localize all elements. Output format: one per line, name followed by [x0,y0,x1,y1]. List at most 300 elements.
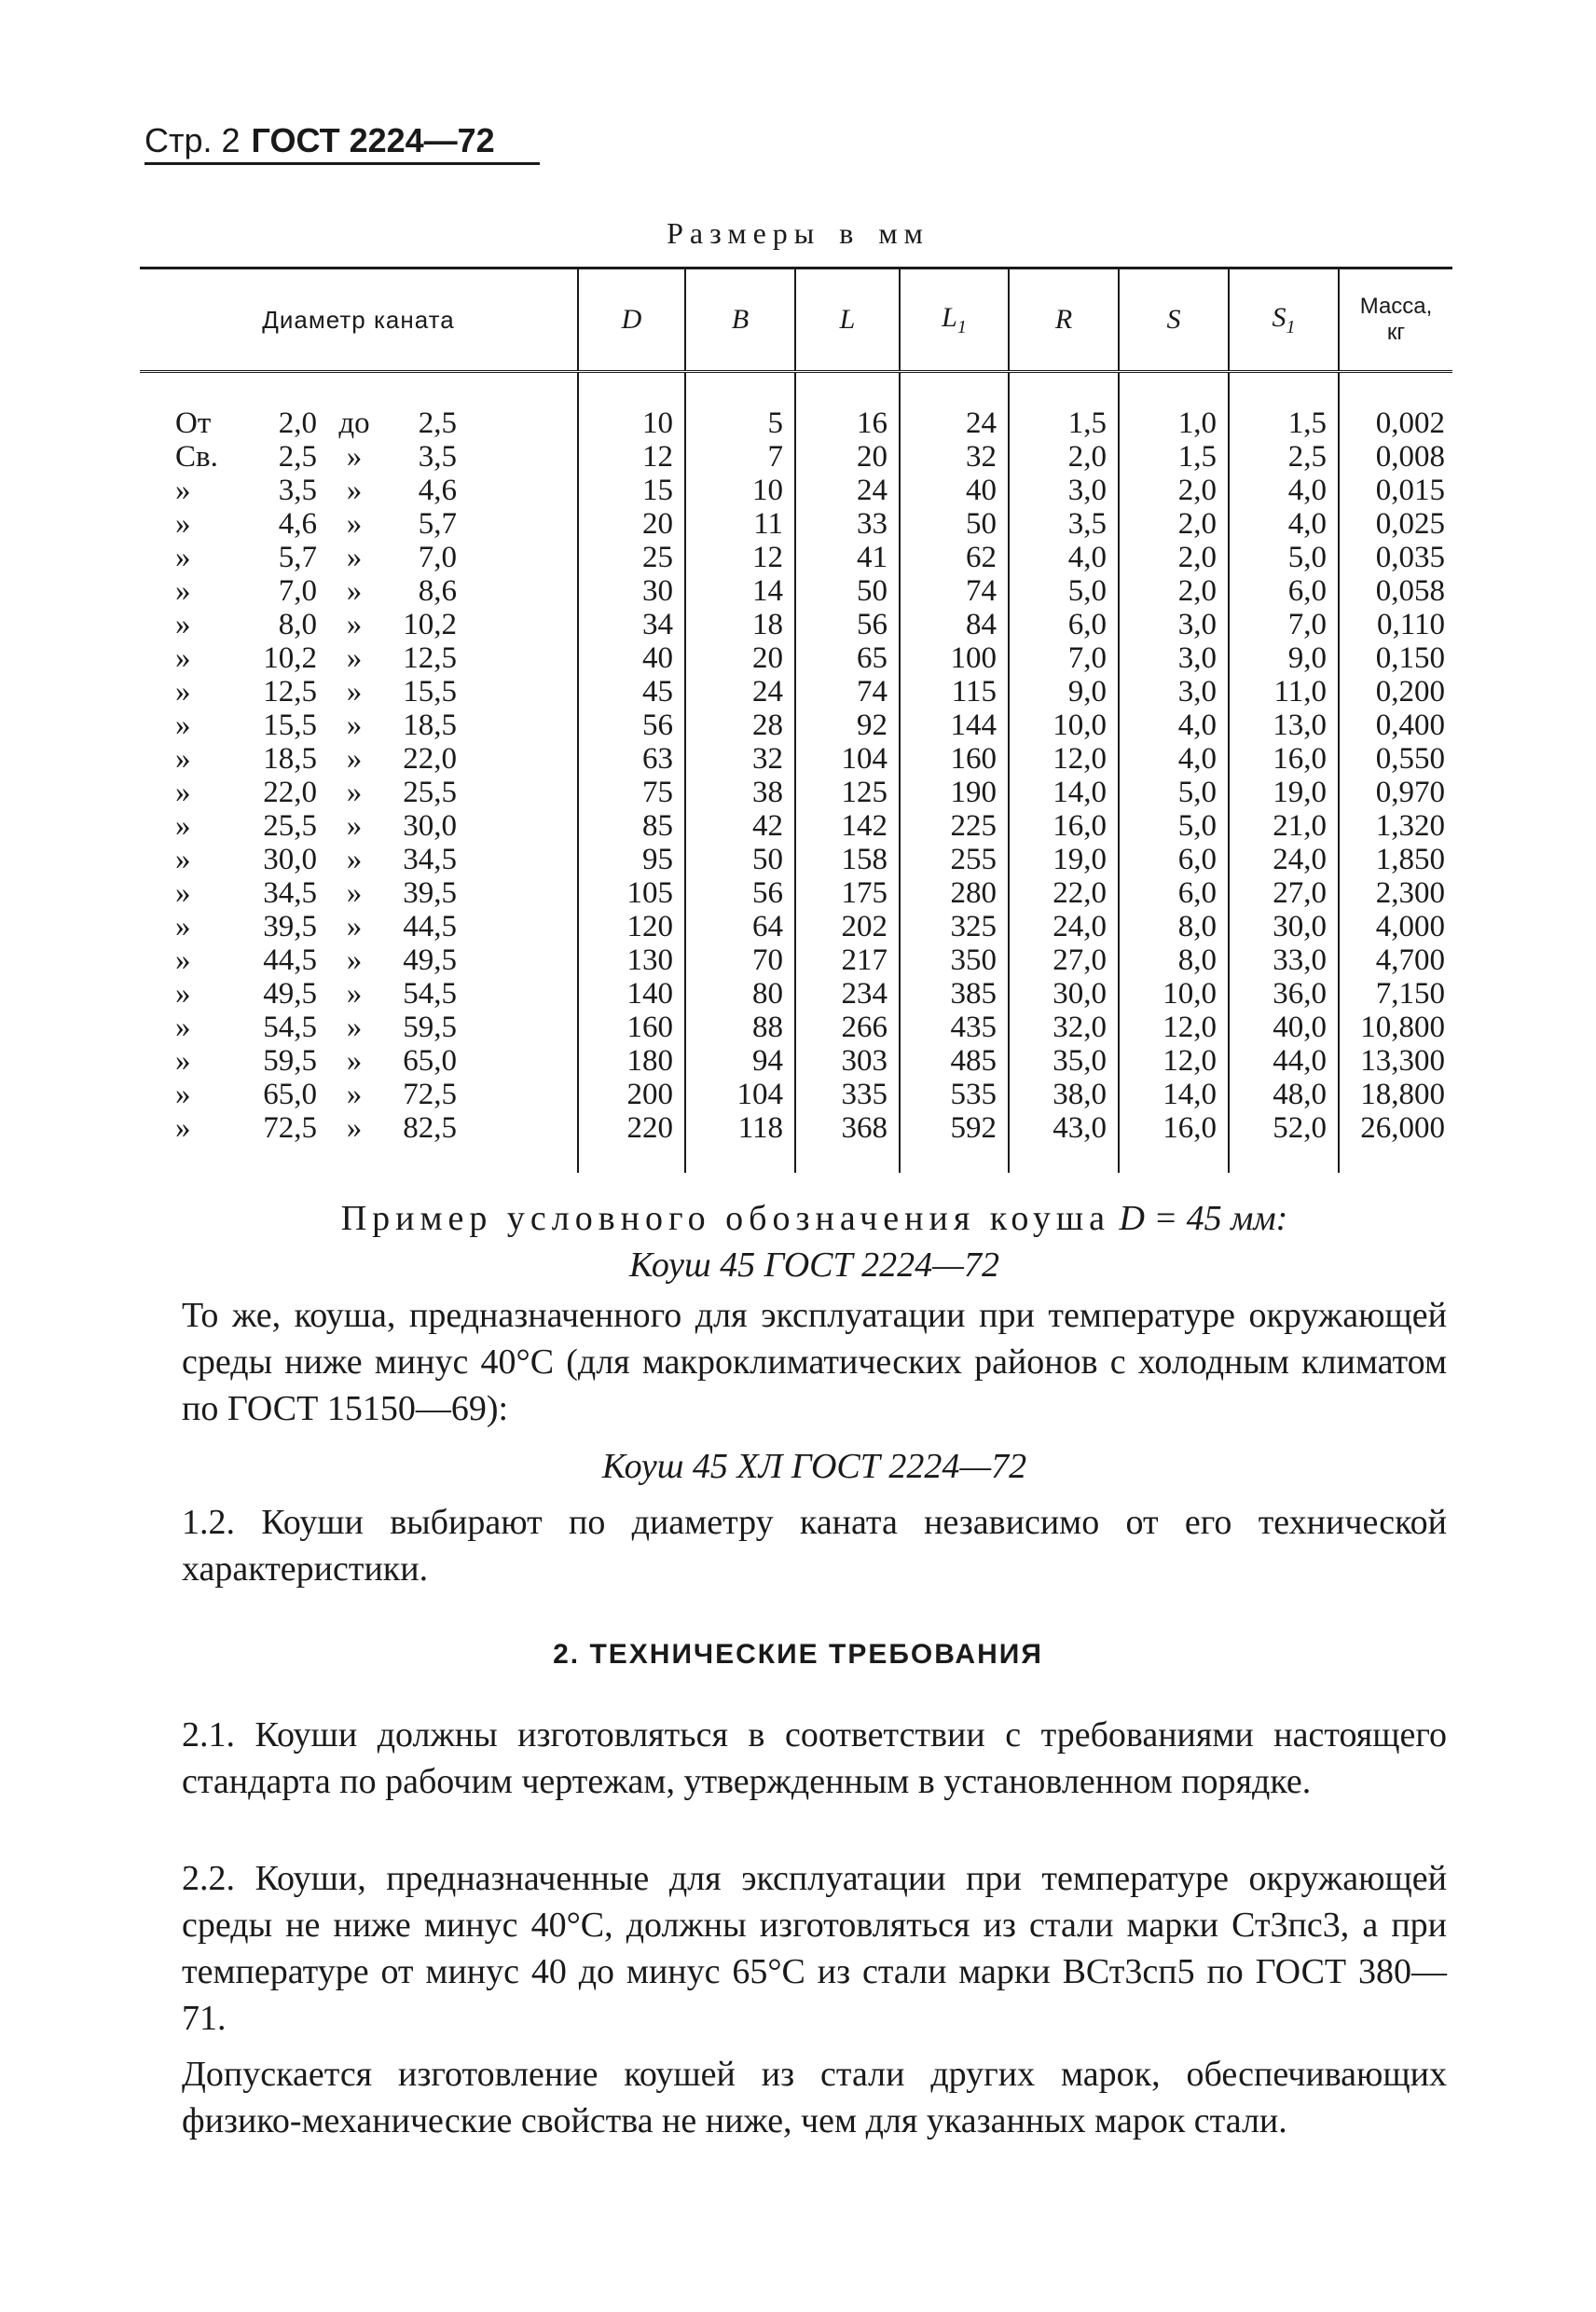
clause-2-1 [182,1712,1447,1805]
diameter-to: 22,0 [403,742,457,776]
cell-diameter-range [140,910,578,943]
cell-b: 10 [685,474,795,507]
cell-l: 217 [795,943,900,977]
col-header-L: L [795,268,900,372]
cell-d: 45 [578,675,685,709]
cell-b: 42 [685,809,795,843]
col-header-S: S [1119,268,1229,372]
diameter-mid: » [346,675,363,709]
cell-l1: 325 [900,910,1009,943]
table-row [140,474,1452,507]
cell-s: 16,0 [1119,1111,1229,1173]
cell-b: 80 [685,977,795,1011]
cell-diameter-range [140,1044,578,1078]
cell-d: 105 [578,876,685,910]
cold-climate-text: То же, коуша, предназначенного для эксплуатации при температуре окружающей среды ниже минус 40°С (для макроклиматических районов с холодным климатом по ГОСТ 15150—69): [182,1296,1447,1428]
cell-r: 3,5 [1009,507,1119,541]
cell-l: 92 [795,709,900,742]
cell-mass: 0,058 [1339,574,1452,608]
cell-s1: 4,0 [1229,507,1339,541]
cell-l1: 535 [900,1078,1009,1111]
diameter-from: 10,2 [263,641,317,675]
cell-s: 14,0 [1119,1078,1229,1111]
diameter-from: 5,7 [278,541,317,574]
cell-r: 1,5 [1009,372,1119,441]
cell-s: 6,0 [1119,843,1229,876]
cell-l1: 160 [900,742,1009,776]
cell-r: 19,0 [1009,843,1119,876]
cell-r: 43,0 [1009,1111,1119,1173]
diameter-lead: » [175,943,191,977]
cell-l1: 485 [900,1044,1009,1078]
cell-s1: 2,5 [1229,440,1339,474]
cell-l: 20 [795,440,900,474]
diameter-lead: » [175,843,191,876]
diameter-from: 2,0 [278,406,317,440]
cell-mass: 1,850 [1339,843,1452,876]
diameter-to: 7,0 [418,541,457,574]
cell-s1: 48,0 [1229,1078,1339,1111]
cell-diameter-range [140,709,578,742]
table-row [140,910,1452,943]
diameter-to: 49,5 [403,943,457,977]
cell-l1: 225 [900,809,1009,843]
diameter-from: 72,5 [263,1111,317,1145]
diameter-from: 39,5 [263,910,317,943]
table-row [140,977,1452,1011]
cell-r: 35,0 [1009,1044,1119,1078]
cell-s: 6,0 [1119,876,1229,910]
cell-l1: 100 [900,641,1009,675]
table-row [140,876,1452,910]
cell-mass: 0,970 [1339,776,1452,809]
cell-mass: 2,300 [1339,876,1452,910]
cell-diameter-range [140,1011,578,1044]
cell-r: 14,0 [1009,776,1119,809]
cell-mass: 7,150 [1339,977,1452,1011]
diameter-mid: » [346,776,363,809]
clause-2-1-text: 2.1. Коуши должны изготовляться в соответствии с требованиями настоящего стандарта по рабочим чертежам, утвержденным в установленном порядке. [182,1715,1447,1801]
cell-l1: 592 [900,1111,1009,1173]
cell-b: 64 [685,910,795,943]
cell-s1: 24,0 [1229,843,1339,876]
cell-d: 180 [578,1044,685,1078]
cell-b: 24 [685,675,795,709]
cell-l: 125 [795,776,900,809]
diameter-from: 4,6 [278,507,317,541]
diameter-from: 65,0 [263,1078,317,1111]
table-row [140,843,1452,876]
cell-r: 22,0 [1009,876,1119,910]
cell-d: 220 [578,1111,685,1173]
cell-diameter-range [140,574,578,608]
cell-s: 3,0 [1119,675,1229,709]
cell-diameter-range [140,440,578,474]
diameter-to: 44,5 [403,910,457,943]
cell-r: 38,0 [1009,1078,1119,1111]
diameter-from: 25,5 [263,809,317,843]
cell-d: 120 [578,910,685,943]
cell-diameter-range [140,1078,578,1111]
cell-mass: 0,008 [1339,440,1452,474]
cell-l1: 115 [900,675,1009,709]
cell-l1: 32 [900,440,1009,474]
cell-s1: 13,0 [1229,709,1339,742]
diameter-from: 7,0 [278,574,317,608]
cell-mass: 4,700 [1339,943,1452,977]
page-number: Стр. 2 [144,121,241,159]
diameter-to: 25,5 [403,776,457,809]
cell-b: 104 [685,1078,795,1111]
diameter-lead: » [175,574,191,608]
table-units-caption [0,216,1596,251]
table-row [140,675,1452,709]
diameter-to: 59,5 [403,1011,457,1044]
cell-r: 30,0 [1009,977,1119,1011]
table-row [140,641,1452,675]
cell-r: 32,0 [1009,1011,1119,1044]
table-row [140,574,1452,608]
diameter-to: 10,2 [403,608,457,641]
cell-d: 63 [578,742,685,776]
diameter-from: 15,5 [263,709,317,742]
diameter-lead: » [175,1078,191,1111]
diameter-to: 82,5 [403,1111,457,1145]
example-designation: Коуш 45 ГОСТ 2224—72 [629,1245,999,1285]
cell-s: 12,0 [1119,1011,1229,1044]
clause-2-2-text: 2.2. Коуши, предназначенные для эксплуатации при температуре окружающей среды не ниже минус 40°С, должны изготовляться из стали марки Ст3пс3, а при температуре от минус 40 до минус 65°С из стали марки ВСт3сп5 по ГОСТ 380—71. [182,1859,1447,2038]
diameter-lead: » [175,742,191,776]
cell-mass: 0,400 [1339,709,1452,742]
table-row [140,1111,1452,1173]
cell-b: 32 [685,742,795,776]
cell-s1: 30,0 [1229,910,1339,943]
example-intro: Пример условного обозначения коуша [340,1199,1111,1238]
cell-b: 5 [685,372,795,441]
cell-s1: 7,0 [1229,608,1339,641]
cell-d: 15 [578,474,685,507]
col-header-diameter: Диаметр каната [140,268,578,372]
cell-b: 20 [685,641,795,675]
cell-s1: 4,0 [1229,474,1339,507]
units-caption-unit: мм [878,216,929,250]
diameter-to: 4,6 [418,474,457,507]
diameter-mid: до [338,406,370,440]
diameter-to: 8,6 [418,574,457,608]
cell-d: 160 [578,1011,685,1044]
units-caption-word: Размеры [667,216,821,250]
cell-l: 266 [795,1011,900,1044]
cell-mass: 0,110 [1339,608,1452,641]
cell-diameter-range [140,541,578,574]
clause-2-2 [182,1855,1447,2042]
diameter-mid: » [346,1078,363,1111]
cell-s: 4,0 [1119,709,1229,742]
cell-s1: 11,0 [1229,675,1339,709]
cell-l1: 255 [900,843,1009,876]
section-2-heading: 2. ТЕХНИЧЕСКИЕ ТРЕБОВАНИЯ [553,1639,1043,1670]
cell-s1: 40,0 [1229,1011,1339,1044]
diameter-to: 34,5 [403,843,457,876]
cell-r: 12,0 [1009,742,1119,776]
cell-mass: 0,200 [1339,675,1452,709]
cell-d: 200 [578,1078,685,1111]
cell-diameter-range [140,742,578,776]
cell-diameter-range [140,776,578,809]
diameter-mid: » [346,943,363,977]
cell-s: 12,0 [1119,1044,1229,1078]
cell-s: 2,0 [1119,474,1229,507]
diameter-mid: » [346,574,363,608]
cold-climate-designation: Коуш 45 ХЛ ГОСТ 2224—72 [601,1447,1027,1486]
diameter-to: 18,5 [403,709,457,742]
cell-s: 3,0 [1119,641,1229,675]
cell-l: 50 [795,574,900,608]
cell-l: 33 [795,507,900,541]
diameter-lead: » [175,608,191,641]
diameter-lead: Св. [175,440,218,474]
allowance-paragraph [182,2051,1447,2144]
diameter-mid: » [346,709,363,742]
cell-s1: 16,0 [1229,742,1339,776]
diameter-lead: » [175,1044,191,1078]
cell-mass: 0,015 [1339,474,1452,507]
diameter-lead: » [175,1111,191,1145]
table-row [140,1078,1452,1111]
cell-l: 41 [795,541,900,574]
diameter-mid: » [346,809,363,843]
cell-r: 9,0 [1009,675,1119,709]
cell-b: 118 [685,1111,795,1173]
clause-1-2 [182,1499,1447,1592]
cell-b: 18 [685,608,795,641]
dimensions-table [140,267,1452,1173]
diameter-mid: » [346,876,363,910]
diameter-from: 8,0 [278,608,317,641]
diameter-to: 65,0 [403,1044,457,1078]
example-intro-line [182,1195,1447,1242]
diameter-lead: » [175,977,191,1011]
cell-l: 56 [795,608,900,641]
cell-l: 104 [795,742,900,776]
cell-l1: 50 [900,507,1009,541]
diameter-to: 2,5 [418,406,457,440]
diameter-mid: » [346,608,363,641]
cell-diameter-range [140,675,578,709]
col-header-L1: $L_1$ [900,268,1009,372]
cell-d: 40 [578,641,685,675]
cell-r: 10,0 [1009,709,1119,742]
cell-r: 7,0 [1009,641,1119,675]
cell-b: 12 [685,541,795,574]
diameter-lead: » [175,641,191,675]
cell-s1: 1,5 [1229,372,1339,441]
diameter-lead: » [175,876,191,910]
diameter-mid: » [346,843,363,876]
cell-d: 20 [578,507,685,541]
table-row [140,742,1452,776]
cell-s1: 21,0 [1229,809,1339,843]
cell-b: 50 [685,843,795,876]
allowance-text: Допускается изготовление коушей из стали других марок, обеспечивающих физико-механические свойства не ниже, чем для указанных марок стали. [182,2055,1447,2140]
cell-l1: 350 [900,943,1009,977]
cell-d: 130 [578,943,685,977]
example-formula: D = 45 мм: [1119,1199,1288,1238]
table-row [140,776,1452,809]
col-header-D: D [578,268,685,372]
cell-r: 16,0 [1009,809,1119,843]
diameter-to: 3,5 [418,440,457,474]
cell-mass: 4,000 [1339,910,1452,943]
cell-s1: 33,0 [1229,943,1339,977]
cell-s1: 5,0 [1229,541,1339,574]
diameter-to: 5,7 [418,507,457,541]
cell-mass: 26,000 [1339,1111,1452,1173]
diameter-from: 2,5 [278,440,317,474]
cell-l: 16 [795,372,900,441]
diameter-lead: » [175,776,191,809]
cold-climate-paragraph [182,1292,1447,1490]
cell-r: 27,0 [1009,943,1119,977]
diameter-to: 72,5 [403,1078,457,1111]
cell-s: 4,0 [1119,742,1229,776]
table-row [140,541,1452,574]
cell-d: 140 [578,977,685,1011]
table-body [140,372,1452,1174]
cell-s1: 6,0 [1229,574,1339,608]
diameter-lead: » [175,1011,191,1044]
cell-mass: 18,800 [1339,1078,1452,1111]
example-block [182,1195,1447,1288]
running-header [144,119,540,165]
cell-diameter-range [140,809,578,843]
cell-s1: 36,0 [1229,977,1339,1011]
cell-b: 14 [685,574,795,608]
cell-diameter-range [140,943,578,977]
cell-s: 10,0 [1119,977,1229,1011]
diameter-from: 22,0 [263,776,317,809]
cell-b: 28 [685,709,795,742]
cell-d: 85 [578,809,685,843]
table-row [140,440,1452,474]
diameter-lead: От [175,406,212,440]
cell-l: 335 [795,1078,900,1111]
cell-l1: 74 [900,574,1009,608]
cell-s: 2,0 [1119,507,1229,541]
diameter-lead: » [175,809,191,843]
cell-s: 1,0 [1119,372,1229,441]
cell-l: 142 [795,809,900,843]
table-row [140,943,1452,977]
diameter-mid: » [346,641,363,675]
cell-l: 158 [795,843,900,876]
cell-b: 70 [685,943,795,977]
diameter-mid: » [346,1011,363,1044]
cell-mass: 10,800 [1339,1011,1452,1044]
cell-l1: 40 [900,474,1009,507]
table-row [140,507,1452,541]
cell-diameter-range [140,1111,578,1173]
diameter-mid: » [346,742,363,776]
cell-r: 2,0 [1009,440,1119,474]
diameter-to: 54,5 [403,977,457,1011]
cell-s: 5,0 [1119,776,1229,809]
cell-b: 88 [685,1011,795,1044]
cell-l: 24 [795,474,900,507]
col-header-B: B [685,268,795,372]
table-row [140,608,1452,641]
diameter-mid: » [346,440,363,474]
cell-b: 56 [685,876,795,910]
diameter-mid: » [346,507,363,541]
diameter-to: 39,5 [403,876,457,910]
cell-r: 3,0 [1009,474,1119,507]
cell-s: 5,0 [1119,809,1229,843]
diameter-from: 44,5 [263,943,317,977]
cell-l1: 24 [900,372,1009,441]
diameter-mid: » [346,910,363,943]
cell-r: 6,0 [1009,608,1119,641]
diameter-from: 12,5 [263,675,317,709]
diameter-from: 30,0 [263,843,317,876]
cell-diameter-range [140,608,578,641]
cell-l1: 280 [900,876,1009,910]
cell-diameter-range [140,507,578,541]
units-caption-in: в [839,216,860,250]
diameter-lead: » [175,507,191,541]
cell-d: 75 [578,776,685,809]
cell-l: 74 [795,675,900,709]
diameter-from: 49,5 [263,977,317,1011]
cell-s: 8,0 [1119,910,1229,943]
diameter-lead: » [175,541,191,574]
cell-r: 24,0 [1009,910,1119,943]
cell-s: 1,5 [1119,440,1229,474]
cell-diameter-range [140,372,578,441]
diameter-from: 3,5 [278,474,317,507]
diameter-lead: » [175,474,191,507]
diameter-from: 59,5 [263,1044,317,1078]
cell-l: 303 [795,1044,900,1078]
diameter-mid: » [346,474,363,507]
cell-s: 8,0 [1119,943,1229,977]
clause-1-2-text: 1.2. Коуши выбирают по диаметру каната независимо от его технической характеристики. [182,1503,1447,1589]
cell-mass: 0,550 [1339,742,1452,776]
diameter-to: 30,0 [403,809,457,843]
table-row [140,709,1452,742]
cell-d: 10 [578,372,685,441]
cell-l: 368 [795,1111,900,1173]
cell-diameter-range [140,876,578,910]
table-row [140,809,1452,843]
col-header-R: R [1009,268,1119,372]
cell-b: 7 [685,440,795,474]
diameter-mid: » [346,541,363,574]
diameter-mid: » [346,1111,363,1145]
cell-r: 4,0 [1009,541,1119,574]
standard-number: ГОСТ 2224—72 [251,121,495,159]
table-row [140,1044,1452,1078]
cell-d: 25 [578,541,685,574]
cell-s1: 9,0 [1229,641,1339,675]
cell-d: 56 [578,709,685,742]
cell-s: 3,0 [1119,608,1229,641]
cell-b: 94 [685,1044,795,1078]
cell-s: 2,0 [1119,574,1229,608]
cell-d: 30 [578,574,685,608]
cell-mass: 0,150 [1339,641,1452,675]
col-header-S1: $S_1$ [1229,268,1339,372]
